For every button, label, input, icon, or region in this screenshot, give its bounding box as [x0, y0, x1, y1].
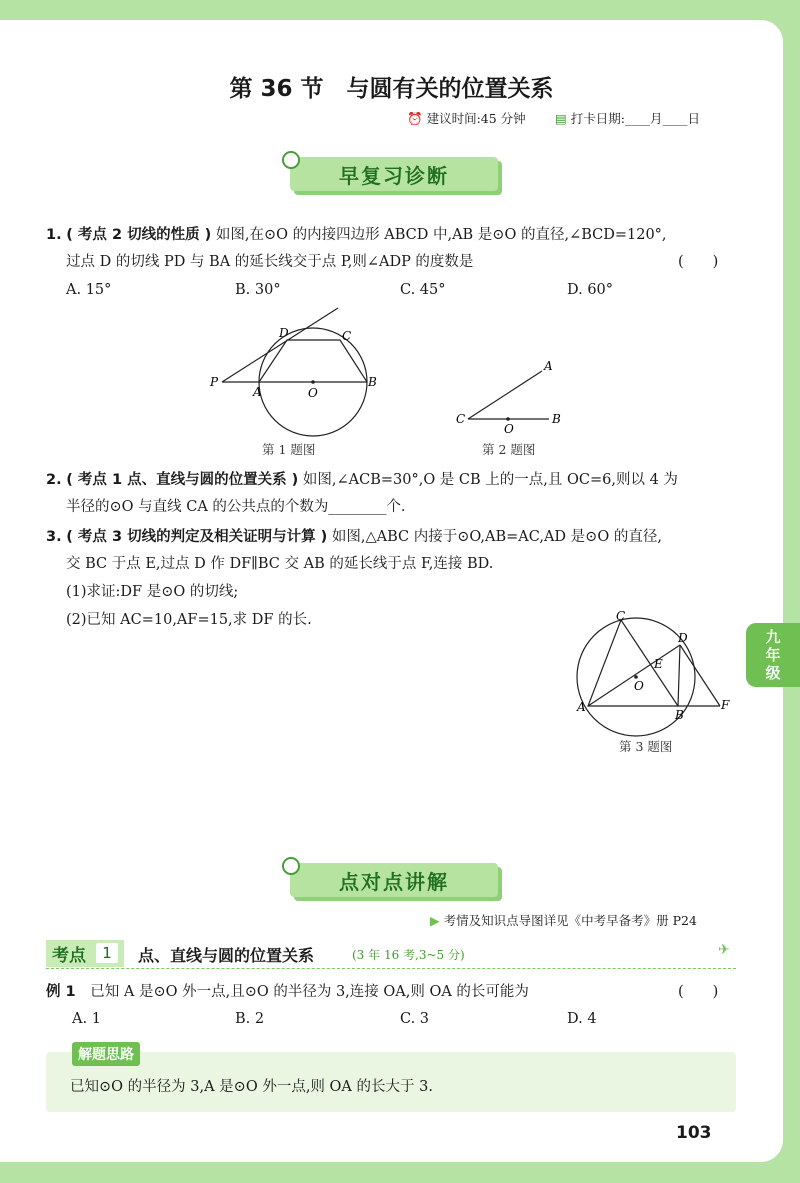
quadrilateral-abcd — [259, 340, 367, 382]
diameter-ad — [588, 645, 680, 706]
label-a: A — [577, 700, 586, 714]
kaodian-label-text: 考点 — [52, 946, 86, 966]
paper-plane-icon: ✈ — [718, 942, 730, 958]
label-e: E — [654, 657, 663, 671]
calendar-icon: ▤ — [555, 111, 567, 126]
label-b: B — [675, 708, 684, 722]
reference-note — [430, 911, 697, 929]
kaodian-number: 1 — [96, 943, 118, 963]
figure-3 — [574, 608, 734, 738]
figure-2-caption: 第 2 题图 — [482, 442, 536, 457]
grade-tab-char: 九 — [765, 628, 781, 646]
label-b: B — [368, 375, 377, 389]
label-o: O — [308, 386, 318, 400]
question-3 — [46, 524, 662, 551]
question-2-line2: 半径的⊙O 与直线 CA 的公共点的个数为________个. — [66, 499, 406, 515]
question-text: 如图,在⊙O 的内接四边形 ABCD 中,AB 是⊙O 的直径,∠BCD=120°, — [215, 227, 667, 243]
hint-tag: 解题思路 — [72, 1042, 140, 1066]
figure-2 — [450, 355, 570, 435]
question-number: 1. — [46, 227, 62, 243]
question-1 — [46, 222, 667, 249]
section-banner-lecture — [290, 863, 498, 897]
label-d: D — [678, 631, 688, 645]
suggested-time-label: 建议时间:45 分钟 — [426, 111, 526, 126]
example-1 — [46, 979, 529, 1006]
label-c: C — [342, 329, 352, 343]
question-3-line2: 交 BC 于点 E,过点 D 作 DF∥BC 交 AB 的延长线于点 F,连接 BD. — [66, 556, 494, 572]
label-p: P — [210, 375, 219, 389]
answer-paren: ( ) — [678, 984, 719, 1000]
question-tag: ( 考点 3 切线的判定及相关证明与计算 ) — [66, 529, 328, 545]
option-b: B. 2 — [235, 1011, 265, 1027]
arrow-right-icon: ▶ — [430, 913, 440, 928]
figure-1 — [200, 302, 390, 462]
option-d: D. 4 — [567, 1011, 597, 1027]
banner-dot — [282, 857, 300, 875]
option-b: B. 30° — [235, 282, 281, 298]
section-banner-title: 点对点讲解 — [339, 869, 449, 894]
option-c: C. 3 — [400, 1011, 430, 1027]
question-text: 如图,∠ACB=30°,O 是 CB 上的一点,且 OC=6,则以 4 为 — [302, 472, 678, 488]
question-2 — [46, 467, 678, 494]
question-3-sub1: (1)求证:DF 是⊙O 的切线; — [66, 584, 239, 600]
question-number: 3. — [46, 529, 62, 545]
section-banner-review — [290, 157, 498, 191]
label-f: F — [721, 698, 730, 712]
example-text: 已知 A 是⊙O 外一点,且⊙O 的半径为 3,连接 OA,则 OA 的长可能为 — [90, 984, 529, 1000]
option-c: C. 45° — [400, 282, 446, 298]
example-label: 例 1 — [46, 984, 76, 1000]
segment-df — [680, 645, 720, 706]
label-o: O — [634, 679, 644, 693]
question-3-sub2: (2)已知 AC=10,AF=15,求 DF 的长. — [66, 612, 312, 628]
label-a: A — [253, 385, 262, 399]
grade-tab — [746, 623, 800, 687]
checkin-date-label: 打卡日期:____月____日 — [570, 111, 701, 126]
section-banner-title: 早复习诊断 — [339, 163, 449, 188]
question-1-line2: 过点 D 的切线 PD 与 BA 的延长线交于点 P,则∠ADP 的度数是 — [66, 254, 474, 270]
line-ca — [468, 371, 542, 419]
question-text: 如图,△ABC 内接于⊙O,AB=AC,AD 是⊙O 的直径, — [331, 529, 662, 545]
suggested-time — [407, 109, 526, 127]
answer-paren: ( ) — [678, 254, 719, 270]
label-a: A — [544, 359, 553, 373]
question-tag: ( 考点 2 切线的性质 ) — [66, 227, 212, 243]
label-c: C — [616, 609, 626, 623]
checkin-date — [555, 109, 700, 127]
option-d: D. 60° — [567, 282, 614, 298]
kaodian-title: 点、直线与圆的位置关系 — [138, 946, 315, 965]
banner-dot — [282, 151, 300, 169]
figure-1-caption: 第 1 题图 — [262, 442, 316, 457]
label-d: D — [279, 326, 289, 340]
label-c: C — [456, 412, 466, 426]
segment-bd — [678, 645, 680, 706]
label-o: O — [504, 422, 514, 435]
question-tag: ( 考点 1 点、直线与圆的位置关系 ) — [66, 472, 299, 488]
hint-text: 已知⊙O 的半径为 3,A 是⊙O 外一点,则 OA 的长大于 3. — [70, 1079, 433, 1095]
grade-tab-char: 年 — [765, 646, 781, 664]
page-title: 第 36 节 与圆有关的位置关系 — [229, 76, 554, 102]
option-a: A. 1 — [72, 1011, 101, 1027]
page-number: 103 — [676, 1123, 712, 1143]
question-number: 2. — [46, 472, 62, 488]
triangle-abc — [588, 620, 678, 706]
figure-3-caption: 第 3 题图 — [619, 739, 673, 754]
tangent-pd — [222, 308, 338, 382]
kaodian-header — [46, 940, 736, 969]
kaodian-sub: (3 年 16 考,3~5 分) — [352, 948, 465, 962]
reference-text: 考情及知识点导图详见《中考早备考》册 P24 — [443, 913, 697, 928]
clock-icon: ⏰ — [407, 111, 423, 126]
option-a: A. 15° — [66, 282, 112, 298]
grade-tab-char: 级 — [765, 664, 781, 682]
label-b: B — [552, 412, 561, 426]
